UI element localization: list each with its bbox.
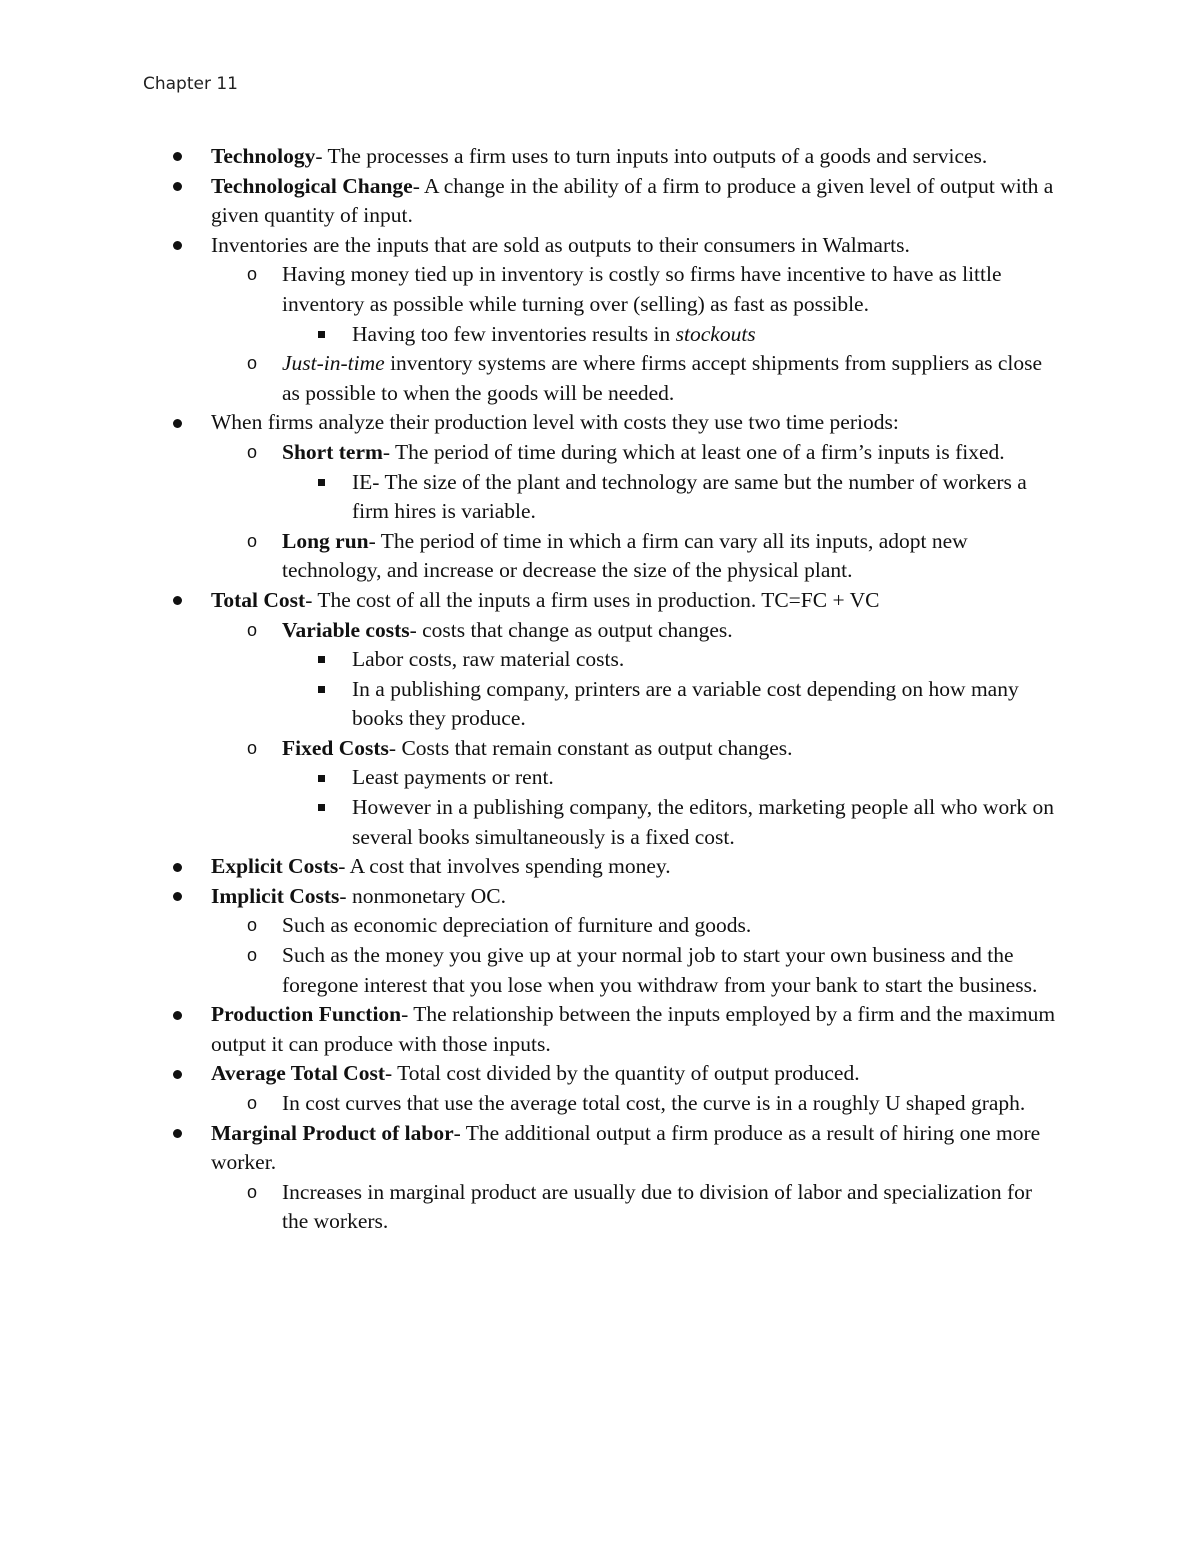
item-text: Least payments or rent. <box>352 765 554 790</box>
bullet-square-icon <box>318 468 325 498</box>
list-item <box>0 527 1062 586</box>
term: Variable costs <box>282 617 410 642</box>
item-text: In a publishing company, printers are a variable cost depending on how many books they produce. <box>352 676 1019 731</box>
bullet-circle-icon: o <box>247 530 258 551</box>
list-item <box>0 438 1062 468</box>
definition: - The additional output a firm produce as a result of hiring one more worker. <box>211 1120 1041 1175</box>
definition: - The period of time during which at least one of a firm’s inputs is fixed. <box>382 439 1005 464</box>
bullet-square-icon <box>318 793 325 823</box>
definition: - A cost that involves spending money. <box>338 854 671 879</box>
notes-list <box>0 142 1200 1237</box>
list-item <box>0 793 1062 852</box>
term: Long run <box>282 528 369 553</box>
definition: - Costs that remain constant as output changes. <box>388 735 793 760</box>
item-text: Such as the money you give up at your normal job to start your own business and the foregone interest that you lose when you withdraw from your bank to start the business. <box>282 943 1038 997</box>
bullet-square-icon <box>318 763 325 793</box>
item-text: Having money tied up in inventory is costly so firms have incentive to have as little inventory as possible while turning over (selling) as fast as possible. <box>282 262 1002 316</box>
definition: - Total cost divided by the quantity of output produced. <box>384 1061 860 1086</box>
bullet-square-icon <box>318 675 325 705</box>
bullet-circle-icon: o <box>247 945 258 966</box>
list-item <box>0 941 1062 1000</box>
term: Fixed Costs <box>282 735 389 760</box>
bullet-circle-icon: o <box>247 915 258 936</box>
definition: - costs that change as output changes. <box>409 617 733 642</box>
bullet-disc-icon <box>173 172 182 202</box>
item-text: Labor costs, raw material costs. <box>352 647 625 672</box>
item-text: When firms analyze their production level with costs they use two time periods: <box>211 410 899 435</box>
list-item <box>0 763 1062 793</box>
list-item <box>0 616 1062 646</box>
list-item <box>0 1000 1056 1059</box>
list-item <box>0 408 1056 438</box>
list-item <box>0 1119 1056 1178</box>
list-item <box>0 260 1062 319</box>
page-header: Chapter 11 <box>143 74 239 94</box>
definition: - The relationship between the inputs employed by a firm and the maximum output it can produce with those inputs. <box>211 1002 1056 1056</box>
definition: - The period of time in which a firm can vary all its inputs, adopt new technology, and increase or decrease the size of the physical plant. <box>282 528 968 583</box>
list-item <box>0 675 1062 734</box>
bullet-circle-icon: o <box>247 441 258 462</box>
list-item <box>0 320 1062 350</box>
bullet-disc-icon <box>173 1000 182 1030</box>
bullet-disc-icon <box>173 142 182 172</box>
bullet-disc-icon <box>173 408 182 438</box>
list-item <box>0 142 1056 172</box>
item-text: Such as economic depreciation of furniture and goods. <box>282 913 752 938</box>
list-item <box>0 231 1056 261</box>
bullet-circle-icon: o <box>247 1181 258 1202</box>
bullet-circle-icon: o <box>247 1093 258 1113</box>
term: Production Function <box>211 1002 402 1027</box>
definition: - The cost of all the inputs a firm uses in production. TC=FC + VC <box>305 587 880 612</box>
definition: - nonmonetary OC. <box>339 883 506 908</box>
list-item <box>0 645 1062 675</box>
term: Explicit Costs <box>211 854 339 879</box>
item-text: IE- The size of the plant and technology are same but the number of workers a firm hires is variable. <box>352 469 1027 524</box>
item-text: inventory systems are where firms accept shipments from suppliers as close as possible to when the goods will be needed. <box>282 351 1043 405</box>
list-item <box>0 911 1062 941</box>
bullet-disc-icon <box>173 1059 182 1089</box>
list-item <box>0 586 1056 616</box>
list-item <box>0 852 1056 882</box>
term: Short term <box>282 439 383 464</box>
emphasis: stockouts <box>675 321 756 346</box>
list-item <box>0 1059 1056 1089</box>
bullet-disc-icon <box>173 586 182 616</box>
item-text: However in a publishing company, the editors, marketing people all who work on several books simultaneously is a fixed cost. <box>352 795 1054 849</box>
list-item <box>0 1089 1062 1119</box>
bullet-square-icon <box>318 320 325 350</box>
bullet-square-icon <box>318 645 325 675</box>
term: Implicit Costs <box>211 883 340 908</box>
term: Marginal Product of labor <box>211 1120 454 1145</box>
list-item <box>0 882 1056 912</box>
definition: - The processes a firm uses to turn inputs into outputs of a goods and services. <box>315 144 988 168</box>
list-item <box>0 349 1062 408</box>
bullet-disc-icon <box>173 852 182 882</box>
list-item <box>0 172 1056 231</box>
item-text: Increases in marginal product are usually due to division of labor and specialization for the workers. <box>282 1179 1033 1234</box>
bullet-circle-icon: o <box>247 737 258 758</box>
item-text: In cost curves that use the average total cost, the curve is in a roughly U shaped graph. <box>282 1091 1026 1115</box>
emphasis: Just-in-time <box>282 351 385 376</box>
term: Average Total Cost <box>211 1061 385 1086</box>
bullet-disc-icon <box>173 1119 182 1149</box>
list-item <box>0 734 1062 764</box>
bullet-disc-icon <box>173 231 182 261</box>
term: Technology <box>211 144 316 168</box>
term: Total Cost <box>211 587 306 612</box>
definition: - A change in the ability of a firm to produce a given level of output with a given quantity of input. <box>211 173 1054 228</box>
list-item <box>0 468 1062 527</box>
term: Technological Change <box>211 173 413 198</box>
item-text: Inventories are the inputs that are sold as outputs to their consumers in Walmarts. <box>211 232 910 257</box>
bullet-circle-icon: o <box>247 353 258 374</box>
bullet-circle-icon: o <box>247 264 258 285</box>
bullet-disc-icon <box>173 882 182 912</box>
bullet-circle-icon: o <box>247 619 258 640</box>
item-text: Having too few inventories results in <box>352 321 676 346</box>
list-item <box>0 1178 1062 1237</box>
